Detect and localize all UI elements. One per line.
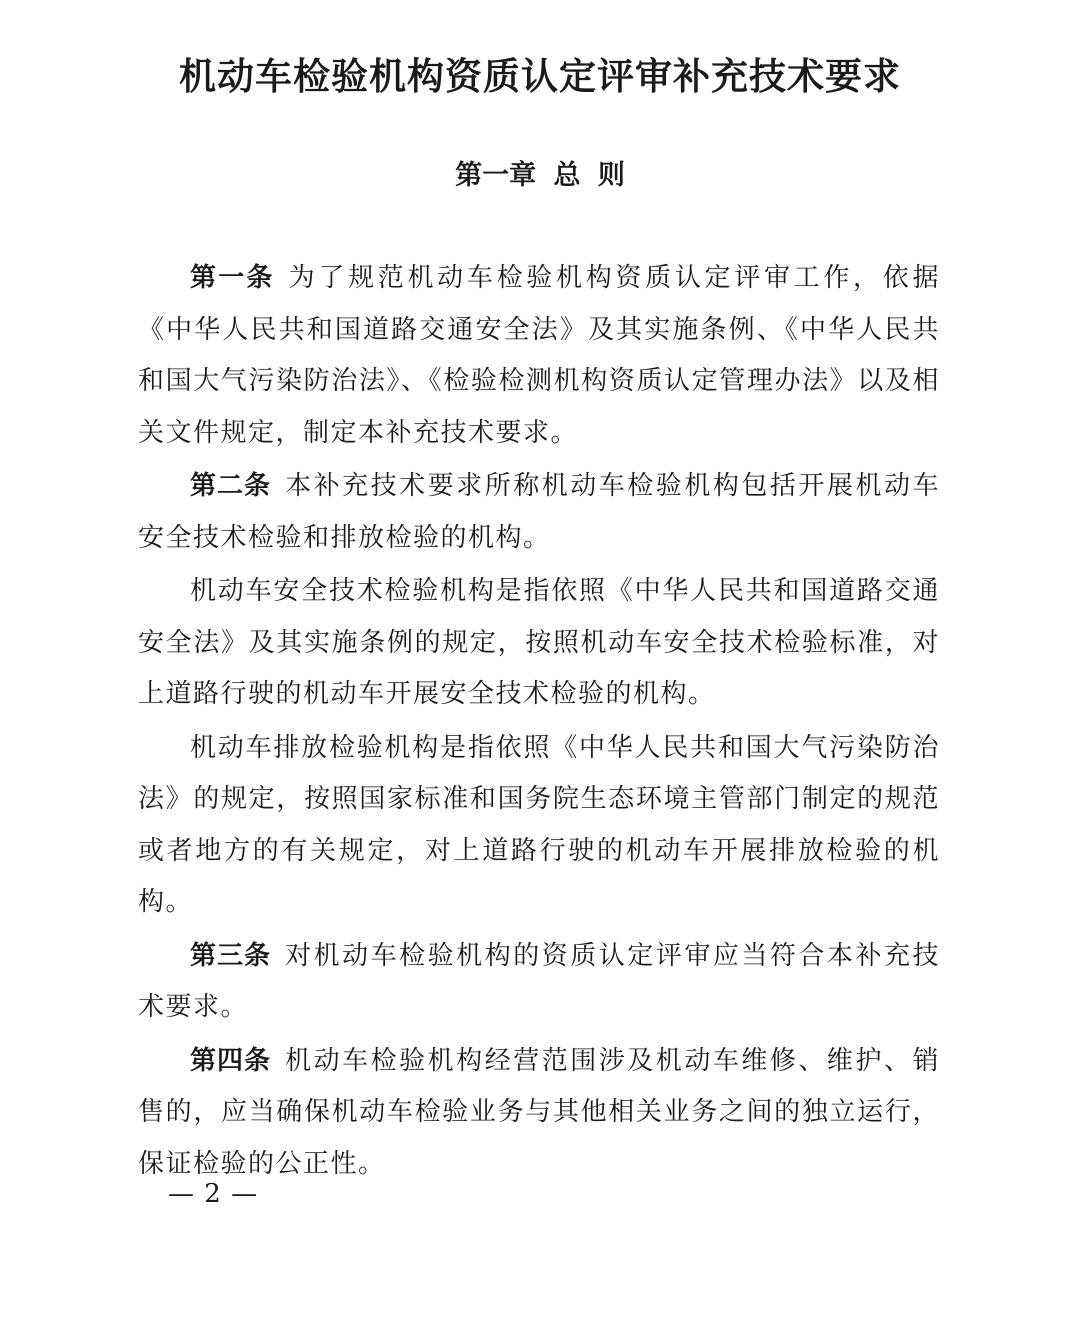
chapter-heading: 第一章 总 则 — [455, 160, 625, 191]
paragraph-text: 机动车安全技术检验机构是指依照《中华人民共和国道路交通安全法》及其实施条例的规定，按照机动车安全技术检验标准，对上道路行驶的机动车开展安全技术检验的机构。 — [138, 576, 940, 709]
paragraph-text: 机动车排放检验机构是指依照《中华人民共和国大气污染防治法》的规定，按照国家标准和国务院生态环境主管部门制定的规范或者地方的有关规定，对上道路行驶的机动车开展排放检验的机构。 — [138, 732, 940, 917]
article-label: 第三条 — [190, 940, 272, 971]
paragraph-article-1 — [138, 253, 940, 459]
paragraph-text: 为了规范机动车检验机构资质认定评审工作，依据《中华人民共和国道路交通安全法》及其实施条例、《中华人民共和国大气污染防治法》、《检验检测机构资质认定管理办法》以及相关文件规定，制定本补充技术要求。 — [138, 263, 940, 448]
document-title: 机动车检验机构资质认定评审补充技术要求 — [179, 55, 901, 98]
paragraph-text: 对机动车检验机构的资质认定评审应当符合本补充技术要求。 — [138, 940, 940, 1022]
article-label: 第四条 — [190, 1045, 272, 1076]
paragraph-text: 本补充技术要求所称机动车检验机构包括开展机动车安全技术检验和排放检验的机构。 — [138, 471, 940, 553]
article-label: 第二条 — [190, 471, 272, 501]
document-body — [138, 253, 940, 1192]
page-number: — 2 — — [168, 1179, 259, 1209]
paragraph-article-4 — [138, 1036, 940, 1191]
paragraph-text: 机动车检验机构经营范围涉及机动车维修、维护、销售的，应当确保机动车检验业务与其他相关业务之间的独立运行，保证检验的公正性。 — [138, 1045, 940, 1179]
paragraph-article-3 — [138, 931, 940, 1034]
article-label: 第一条 — [190, 263, 275, 293]
paragraph-article-2 — [138, 461, 940, 564]
paragraph-safety-inspection-definition — [138, 566, 940, 721]
paragraph-emission-inspection-definition — [138, 723, 940, 929]
